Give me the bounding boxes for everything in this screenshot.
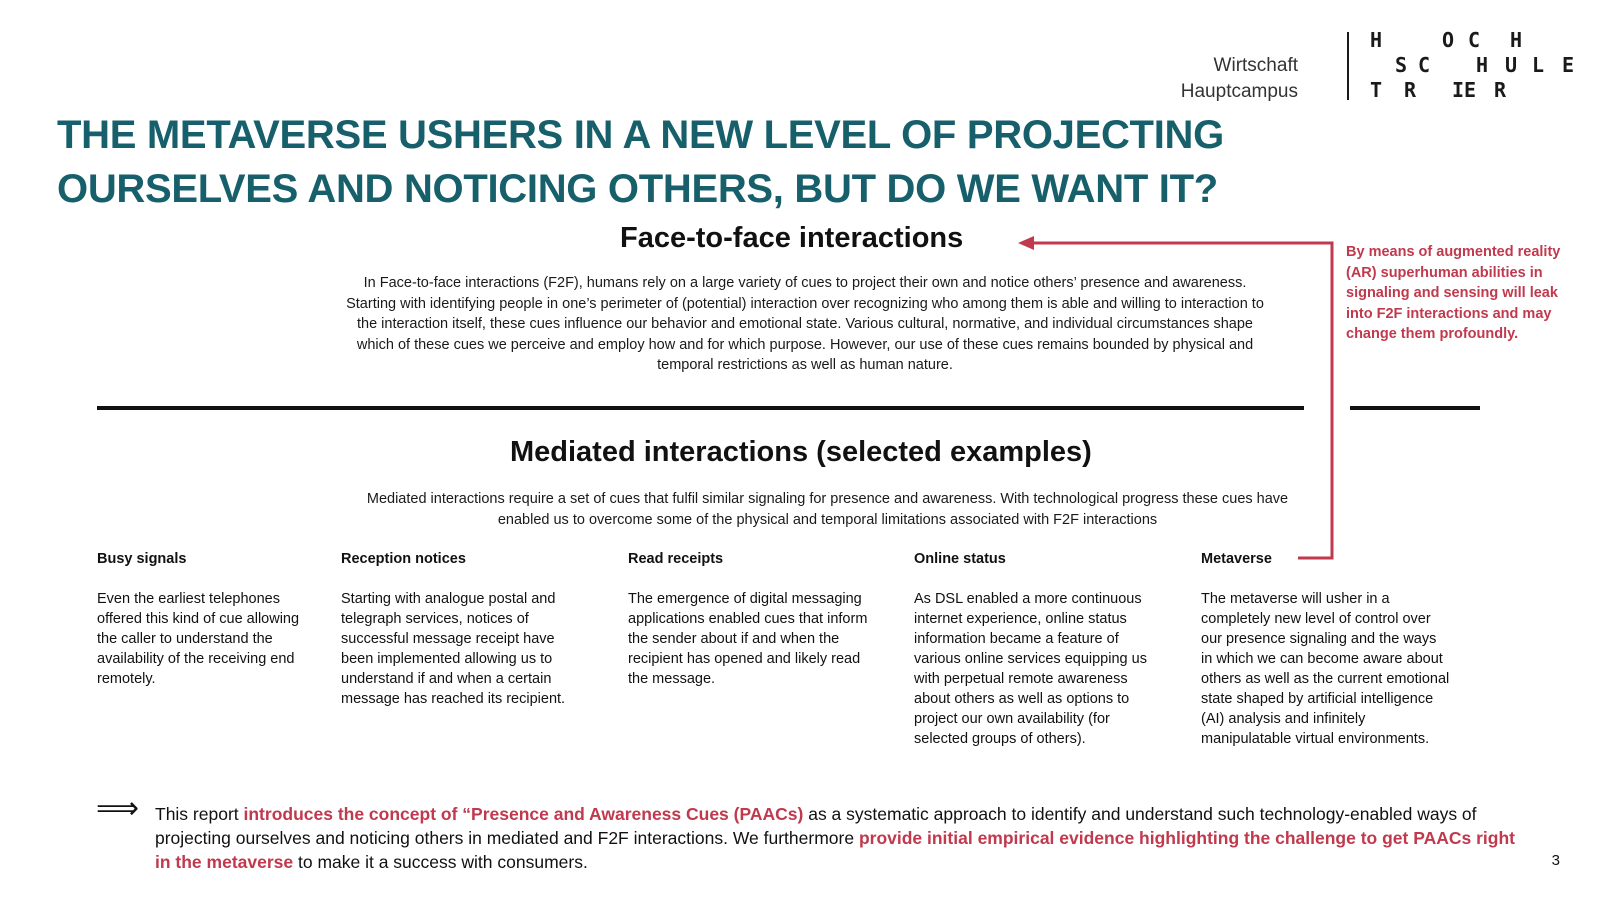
logo-line-wirtschaft: Wirtschaft [1213, 55, 1298, 76]
logo-letter: H [1510, 28, 1523, 52]
connector-arrowhead [1018, 236, 1034, 250]
summary-text: as a systematic approach to identify and understand such technology-enabled ways of projecting ourselves and noticing others in mediated and F2F interactions. We furthermore [155, 804, 1477, 848]
logo-letter: O [1442, 28, 1455, 52]
column-text: Even the earliest telephones offered this kind of cue allowing the caller to understand the availability of the receiving end remotely. [97, 591, 300, 687]
logo-letter: R [1494, 78, 1507, 102]
mediated-body: Mediated interactions require a set of cues that fulfil similar signaling for presence and awareness. With technological progress these cues have enabled us to overcome some of the physical and temporal limitations associated with F2F interactions [366, 491, 1289, 528]
hochschule-trier-logo [1370, 28, 1580, 104]
column-title: Online status [914, 551, 1006, 567]
ar-callout: By means of augmented reality (AR) superhuman abilities in signaling and sensing will leak into F2F interactions and may change them profoundly. [1346, 244, 1561, 342]
f2f-heading: Face-to-face interactions [620, 222, 964, 254]
column-title: Reception notices [341, 551, 466, 567]
summary-highlight: provide initial empirical evidence highlighting the challenge to get PAACs right in the metaverse [155, 828, 1515, 872]
column-metaverse [1201, 549, 1451, 749]
logo-letter: IE [1452, 78, 1477, 102]
column-title: Read receipts [628, 551, 724, 567]
column-title: Metaverse [1201, 551, 1272, 567]
logo-letter: H [1370, 28, 1383, 52]
report-summary [155, 802, 1525, 874]
section-divider [97, 406, 1304, 410]
summary-text: This report [155, 804, 244, 824]
column-online-status [914, 549, 1159, 749]
implies-arrow-icon: ⟹ [96, 791, 140, 826]
logo-divider [1347, 32, 1349, 100]
logo-letter: E [1562, 53, 1575, 77]
column-text: The emergence of digital messaging applications enabled cues that inform the sender about if and when the recipient has opened and likely read the message. [628, 591, 868, 687]
logo-letter: C [1418, 53, 1431, 77]
page-number: 3 [1551, 852, 1560, 869]
f2f-body: In Face-to-face interactions (F2F), humans rely on a large variety of cues to project their own and notice others’ presence and awareness. Starting with identifying people in one’s perimeter of (potential) interaction over recognizing who among them is able and willing to interaction to the interaction itself, these cues influence our behavior and emotional state. Various cultural, normative, and individual circumstances shape which of these cues we perceive and employ how and for which purpose. However, our use of these cues remains bounded by physical and temporal restrictions as well as human nature. [346, 275, 1264, 373]
logo-letter: H [1476, 53, 1489, 77]
column-read-receipts [628, 549, 868, 689]
logo-letter: C [1468, 28, 1481, 52]
logo-letter: L [1532, 53, 1545, 77]
summary-highlight: introduces the concept of “Presence and Awareness Cues (PAACs) [243, 804, 804, 824]
mediated-heading: Mediated interactions (selected examples) [510, 436, 1092, 468]
page-title [57, 108, 1307, 216]
column-reception-notices [341, 549, 586, 709]
logo-letter: S [1395, 53, 1408, 77]
logo-letter: U [1505, 53, 1518, 77]
logo-text [1181, 53, 1298, 105]
logo-letter: R [1404, 78, 1417, 102]
column-title: Busy signals [97, 551, 187, 567]
column-busy-signals [97, 549, 302, 689]
section-divider-right [1350, 406, 1480, 410]
column-text: The metaverse will usher in a completely new level of control over our presence signaling and the ways in which we can become aware about others as well as the current emotional state shaped by artificial intelligence (AI) analysis and infinitely manipulatable virtual environments. [1201, 591, 1450, 747]
summary-text: to make it a success with consumers. [293, 852, 588, 872]
column-text: Starting with analogue postal and telegraph services, notices of successful message receipt have been implemented allowing us to understand if and when a certain message has reached its recipient. [341, 591, 566, 707]
logo-line-hauptcampus: Hauptcampus [1180, 81, 1298, 102]
logo-letter: T [1370, 78, 1383, 102]
title-line-2: OURSELVES AND NOTICING OTHERS, BUT DO WE WANT IT? [57, 167, 1218, 211]
column-text: As DSL enabled a more continuous internet experience, online status information became a feature of various online services equipping us with perpetual remote awareness about others as well as options to project our own availability (for selected groups of others). [914, 591, 1147, 747]
title-line-1: THE METAVERSE USHERS IN A NEW LEVEL OF PROJECTING [57, 113, 1224, 157]
